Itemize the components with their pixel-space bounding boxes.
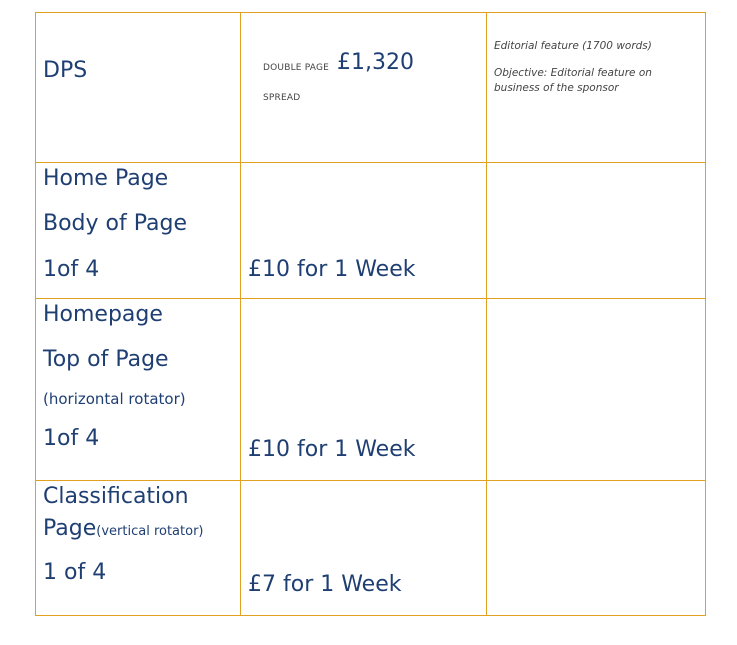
placement-note: (horizontal rotator) <box>43 390 186 408</box>
placement-cell <box>36 481 241 616</box>
table-row <box>36 299 706 481</box>
placement-position: Body of Page <box>43 211 187 236</box>
notes-cell <box>487 13 706 163</box>
price: £10 for 1 Week <box>248 437 416 462</box>
placement-cell <box>36 163 241 299</box>
note: Objective: Editorial feature on business of the sponsor <box>494 67 652 95</box>
placement-cell <box>36 13 241 163</box>
format-label: DOUBLE PAGE <box>263 63 330 73</box>
notes-cell <box>487 481 706 616</box>
advertising-rates-table <box>35 12 706 616</box>
price-cell <box>241 299 487 481</box>
format-label: SPREAD <box>263 93 301 103</box>
price-cell <box>241 481 487 616</box>
placement-page: Page <box>43 516 97 541</box>
notes-cell <box>487 163 706 299</box>
placement-title: Classification <box>43 484 189 509</box>
placement-title: DPS <box>43 58 88 83</box>
price-cell <box>241 13 487 163</box>
price: £7 for 1 Week <box>248 572 402 597</box>
table-row <box>36 163 706 299</box>
note: Editorial feature (1700 words) <box>494 40 652 52</box>
placement-title: Homepage <box>43 302 163 327</box>
placement-slots: 1 of 4 <box>43 560 107 585</box>
placement-note: (vertical rotator) <box>96 524 204 539</box>
notes-cell <box>487 299 706 481</box>
placement-position <box>43 516 203 542</box>
price: £10 for 1 Week <box>248 257 416 282</box>
price-cell <box>241 163 487 299</box>
placement-slots: 1of 4 <box>43 257 100 282</box>
table-row <box>36 13 706 163</box>
price: £1,320 <box>337 50 414 75</box>
placement-slots: 1of 4 <box>43 426 100 451</box>
placement-position: Top of Page <box>43 347 169 372</box>
placement-cell <box>36 299 241 481</box>
table-row <box>36 481 706 616</box>
placement-title: Home Page <box>43 166 169 191</box>
